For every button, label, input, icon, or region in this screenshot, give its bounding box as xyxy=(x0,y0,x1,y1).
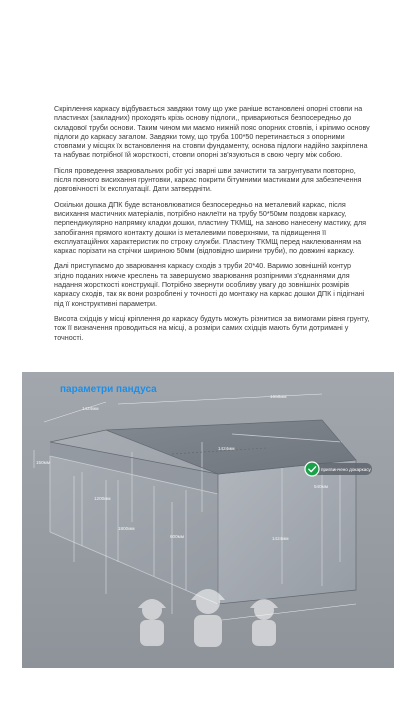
figure-title: параметри пандуса xyxy=(60,384,157,395)
document-body xyxy=(54,104,372,348)
dim-label-1200: 1200мм xyxy=(94,496,111,501)
dim-label-540: 540мм xyxy=(314,484,328,489)
dim-label-1424-center: 1424мм xyxy=(218,446,235,451)
dim-label-1800: 1800мм xyxy=(118,526,135,531)
paragraph-step-height: Висота східців у місці кріплення до каркасу будуть можуть різнитися за вимогами рівня грунту, тож її визначення проводиться на місці, а розміри самих східців мають бути дотримані у точності. xyxy=(54,313,370,342)
dim-label-1424-bottom: 1424мм xyxy=(272,536,289,541)
paragraph-frame-fastening: Скріплення каркасу відбувається завдяки тому що уже раніше встановлені опорні стовпи на пластинах (закладних) проходять крізь основу підлоги,, привариються безпосередньо до складової труби основи. Таким чином ми маємо нижній пояс опорних стовпів, і кріпимо основу підлоги до каркасу загалом. Завдяки тому, що труба 100*50 перетинається з опорними стовпами у місцях їх встановлення на стовпи фундаменту, основа підлоги надійно закріплена та набуває потрібної їй жорсткості, стовпи опорні зв'язуються в свою чергу між собою. xyxy=(54,104,370,160)
dim-label-1658-top: 1658мм xyxy=(270,394,287,399)
screwed-badge xyxy=(305,462,372,476)
badge-label: пригвинчено докаркасу xyxy=(321,467,371,472)
watermark-text: Rabotniki.UA xyxy=(107,669,298,698)
paragraph-tkmsh-strip: Оскільки дошка ДПК буде встановлюватися безпосередньо на металевий каркас, після висихання мастичних матеріалів, потрібно наклеїти на трубу 50*50мм поздовж каркасу, перпендикулярно напрямку кладки дошки, пластину ТКМЩ, на заново нанесену мастику, для запобігання прямого контакту дошки із металевими поверхнями, та підвищення її експлуатаційних характеристик по строку служби. Пластину ТКМЩ перед наклеюванням на каркас порізати на стрічки шириною 50мм (відповідно ширини труби), по довжині каркасу. xyxy=(54,199,367,256)
dim-label-600: 600мм xyxy=(170,534,184,539)
dim-label-150: 150мм xyxy=(36,460,50,465)
check-circle-icon xyxy=(305,462,319,476)
paragraph-welding-finish: Після проведення зварювальних робіт усі зварні шви зачистити та загрунтувати повторно, після повного висихання грунтовки, каркас покрити бітумними мастиками для забезпечення довговічності їх експлуатації. Дати затвердніти. xyxy=(54,165,362,194)
paragraph-stairs-welding: Далі приступаємо до зварювання каркасу сходів з труби 20*40. Варимо зовнішній контур згідно поданих нижче креслень та завершуємо зварювання розпірними з'єднаннями для надання жорсткості конструкції. Потрібно звернути особливу увагу до зовнішніх розмірів каркасу сходів, так як вони розроблені у точності до монтажу на каркас дошки ДПК і підігнані під її конструктивні параметри. xyxy=(54,261,365,308)
dim-label-1424-left: 1424мм xyxy=(82,406,99,411)
watermark xyxy=(0,560,405,720)
